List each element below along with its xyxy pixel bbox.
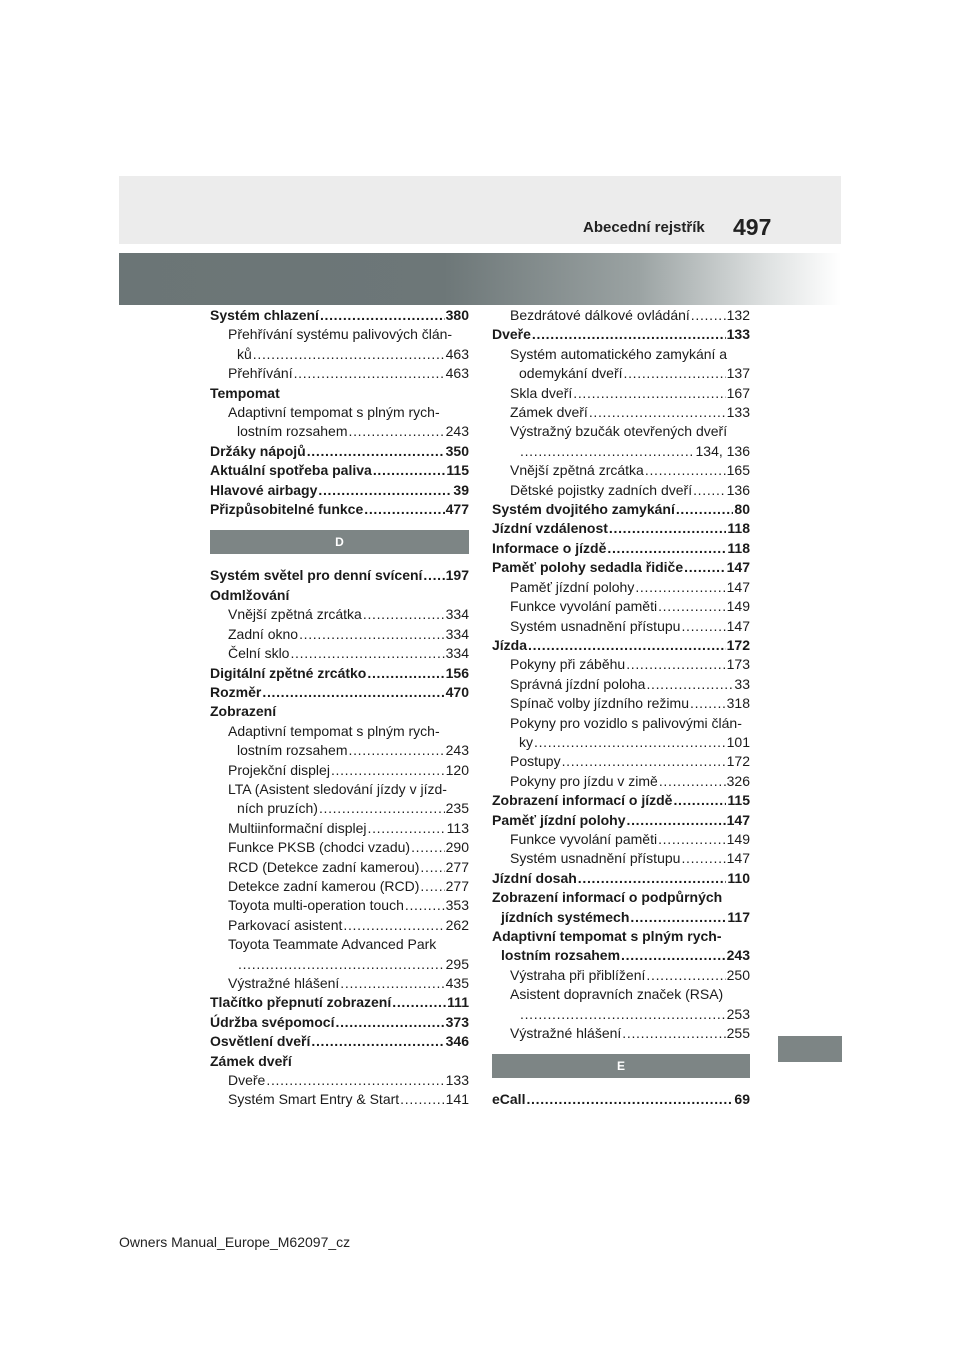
page-ref: 132 <box>726 307 750 323</box>
index-entry <box>492 519 750 538</box>
page-ref: 117 <box>727 908 750 925</box>
dot-leader <box>299 625 445 644</box>
page-ref: 147 <box>726 578 750 595</box>
index-term: Dětské pojistky zadních dveří <box>510 481 693 498</box>
index-term: Dveře <box>492 326 531 343</box>
dot-leader <box>392 993 446 1012</box>
index-entry <box>210 1071 469 1090</box>
index-term: lostním rozsahem <box>501 947 621 964</box>
dot-leader <box>253 345 445 364</box>
index-entry <box>210 566 469 585</box>
index-entry <box>210 422 469 441</box>
dot-leader <box>307 442 445 461</box>
page-ref: 172 <box>726 753 750 770</box>
index-entry: Adaptivní tempomat s plným rych- <box>492 928 722 944</box>
page-ref: 463 <box>445 365 469 382</box>
index-term: Funkce PKSB (chodci vzadu) <box>228 839 411 856</box>
index-entry <box>492 849 750 868</box>
index-entry <box>210 761 469 780</box>
dot-leader <box>562 752 726 771</box>
page-ref: 477 <box>445 501 469 518</box>
page-ref: 470 <box>445 683 469 700</box>
dot-leader <box>607 539 726 558</box>
index-entry <box>492 578 750 597</box>
index-entry <box>210 741 469 760</box>
index-term: Dveře <box>228 1072 266 1089</box>
dot-leader <box>405 896 445 915</box>
index-entry <box>492 384 750 403</box>
index-term: Aktuální spotřeba paliva <box>210 462 372 479</box>
index-entry <box>210 916 469 935</box>
page-ref: 167 <box>726 384 750 401</box>
index-entry: Tempomat <box>210 384 280 401</box>
page-ref: 113 <box>446 819 469 836</box>
dot-leader <box>373 461 446 480</box>
dot-leader <box>348 741 444 760</box>
index-entry <box>492 442 750 461</box>
index-term: Pokyny při záběhu <box>510 656 626 673</box>
index-entry <box>210 625 469 644</box>
index-term: Čelní sklo <box>228 645 290 662</box>
index-entry <box>492 1005 750 1024</box>
page-ref: 137 <box>726 365 750 382</box>
index-term: Informace o jízdě <box>492 539 607 556</box>
index-entry <box>210 664 469 683</box>
dot-leader <box>676 500 734 519</box>
index-entry <box>492 597 750 616</box>
dot-leader <box>266 1071 444 1090</box>
dot-leader <box>411 838 445 857</box>
page-ref: 115 <box>727 792 750 809</box>
dot-leader <box>318 481 452 500</box>
index-entry <box>492 558 750 577</box>
dot-leader <box>693 481 726 500</box>
index-entry <box>492 733 750 752</box>
dot-leader <box>658 597 726 616</box>
index-term: Tlačítko přepnutí zobrazení <box>210 994 392 1011</box>
index-entry: Zobrazení informací o podpůrných <box>492 889 723 906</box>
page-ref: 133 <box>445 1072 469 1089</box>
page-ref: 120 <box>445 761 469 778</box>
page-ref: 172 <box>726 636 750 653</box>
index-term: Vnější zpětná zrcátka <box>228 606 362 623</box>
dot-leader <box>673 791 726 810</box>
index-term: jízdních systémech <box>501 908 630 925</box>
page-ref: 147 <box>726 559 750 576</box>
dot-leader <box>684 558 726 577</box>
index-term: Funkce vyvolání paměti <box>510 830 658 847</box>
index-entry <box>492 908 750 927</box>
page-ref: 80 <box>734 501 750 518</box>
section-header-e: E <box>492 1054 750 1078</box>
index-entry: LTA (Asistent sledování jízdy v jízd- <box>228 780 447 797</box>
dot-leader <box>420 858 444 877</box>
index-term: Systém dvojitého zamykání <box>492 501 675 518</box>
index-term: Jízda <box>492 636 528 653</box>
index-entry <box>210 1013 469 1032</box>
page-ref: 110 <box>727 869 750 886</box>
index-term: Multiinformační displej <box>228 819 367 836</box>
index-entry <box>492 636 750 655</box>
dot-leader <box>331 761 445 780</box>
dot-leader <box>363 605 445 624</box>
page-ref: 334 <box>445 645 469 662</box>
index-entry <box>210 481 469 500</box>
page-ref: 318 <box>726 695 750 712</box>
index-term: Systém usnadnění přístupu <box>510 617 681 634</box>
dot-leader <box>364 500 444 519</box>
index-term: Paměť jízdní polohy <box>510 578 635 595</box>
index-entry <box>492 869 750 888</box>
index-column-right <box>492 306 750 1110</box>
page-ref: 165 <box>726 462 750 479</box>
index-term: Skla dveří <box>510 384 573 401</box>
dot-leader <box>690 694 726 713</box>
dot-leader <box>646 675 733 694</box>
index-term: Toyota multi-operation touch <box>228 897 404 914</box>
index-entry <box>210 442 469 461</box>
page-ref: 253 <box>726 1005 750 1022</box>
page-ref: 101 <box>726 733 750 750</box>
page-ref: 235 <box>445 800 469 817</box>
index-term: Vnější zpětná zrcátka <box>510 462 644 479</box>
index-entry <box>210 461 469 480</box>
index-term: Zobrazení informací o jízdě <box>492 792 673 809</box>
index-entry: Adaptivní tempomat s plným rych- <box>228 722 440 739</box>
page-number: 497 <box>733 214 772 240</box>
index-term: Držáky nápojů <box>210 442 306 459</box>
page-ref: 262 <box>445 916 469 933</box>
page-ref: 111 <box>447 994 469 1011</box>
page-ref: 147 <box>726 811 750 828</box>
index-entry <box>492 617 750 636</box>
index-entry <box>492 791 750 810</box>
index-entry <box>492 694 750 713</box>
index-entry: Systém automatického zamykání a <box>510 345 728 362</box>
index-term: ních pruzích) <box>237 800 318 817</box>
index-term: Přizpůsobitelné funkce <box>210 501 364 518</box>
page-ref: 277 <box>445 877 469 894</box>
index-entry <box>210 819 469 838</box>
dot-leader <box>681 617 725 636</box>
page-ref: 147 <box>726 617 750 634</box>
index-entry <box>492 1024 750 1043</box>
index-entry <box>210 1032 469 1051</box>
index-term: Výstražné hlášení <box>510 1025 622 1042</box>
index-term: lostním rozsahem <box>237 423 348 440</box>
dot-leader <box>573 384 725 403</box>
dot-leader <box>645 461 726 480</box>
page-ref: 149 <box>726 830 750 847</box>
index-entry: Zobrazení <box>210 703 277 720</box>
dot-leader <box>262 683 444 702</box>
index-entry <box>210 896 469 915</box>
page-ref: 435 <box>445 975 469 991</box>
page-ref: 463 <box>445 345 469 362</box>
dot-leader <box>294 364 445 383</box>
index-term: Rozměr <box>210 683 262 700</box>
index-entry <box>492 830 750 849</box>
index-entry <box>210 644 469 663</box>
dot-leader <box>609 519 726 538</box>
page-ref: 147 <box>726 850 750 867</box>
page-ref: 350 <box>445 442 469 459</box>
footer-manual-id: Owners Manual_Europe_M62097_cz <box>119 1234 351 1250</box>
dot-leader <box>532 325 726 344</box>
page-ref: 133 <box>726 326 750 343</box>
index-entry <box>492 325 750 344</box>
index-entry <box>210 974 469 993</box>
index-term: Postupy <box>510 753 561 770</box>
index-term: Paměť polohy sedadla řidiče <box>492 559 684 576</box>
index-term: Parkovací asistent <box>228 916 343 933</box>
dot-leader <box>340 974 444 993</box>
index-entry <box>492 966 750 985</box>
index-term: Jízdní dosah <box>492 869 577 886</box>
dot-leader <box>368 819 446 838</box>
page-ref: 149 <box>726 598 750 615</box>
dot-leader <box>681 849 725 868</box>
dot-leader <box>348 422 444 441</box>
index-entry <box>492 1090 750 1109</box>
index-entry <box>210 306 469 325</box>
page-ref: 334 <box>445 606 469 623</box>
index-term: Systém usnadnění přístupu <box>510 850 681 867</box>
dot-leader <box>520 1005 726 1024</box>
index-entry <box>210 838 469 857</box>
dot-leader <box>627 811 726 830</box>
index-entry <box>210 345 469 364</box>
page-ref: 250 <box>726 966 750 983</box>
index-term: eCall <box>492 1091 526 1108</box>
index-entry <box>210 858 469 877</box>
page-ref: 134, 136 <box>695 442 750 459</box>
dot-leader <box>578 869 727 888</box>
index-entry <box>492 403 750 422</box>
index-term: Jízdní vzdálenost <box>492 520 608 537</box>
page-ref: 115 <box>446 462 469 479</box>
section-header-d: D <box>210 530 469 554</box>
dot-leader <box>691 306 726 325</box>
index-term: Údržba svépomocí <box>210 1013 335 1030</box>
dot-leader <box>658 830 726 849</box>
index-entry <box>492 752 750 771</box>
index-term: Funkce vyvolání paměti <box>510 598 658 615</box>
index-entry <box>210 877 469 896</box>
page-ref: 255 <box>726 1025 750 1042</box>
index-term: Zámek dveří <box>510 404 588 421</box>
page-ref: 141 <box>445 1091 469 1108</box>
dot-leader <box>520 442 695 461</box>
index-term: Paměť jízdní polohy <box>492 811 626 828</box>
index-term: Bezdrátové dálkové ovládání <box>510 307 690 323</box>
index-term: lostním rozsahem <box>237 742 348 759</box>
dot-leader <box>626 655 725 674</box>
page-ref: 380 <box>445 307 469 323</box>
page-ref: 290 <box>445 839 469 856</box>
index-entry <box>210 605 469 624</box>
index-term: Přehřívání <box>228 365 293 382</box>
dot-leader <box>319 799 445 818</box>
index-entry <box>492 675 750 694</box>
page-ref: 156 <box>445 664 469 681</box>
index-term: Systém chlazení <box>210 307 319 323</box>
dot-leader <box>367 664 444 683</box>
chapter-tab <box>778 1036 842 1062</box>
dot-leader <box>646 966 725 985</box>
dot-leader <box>343 916 444 935</box>
dot-leader <box>528 636 726 655</box>
dot-leader <box>423 566 444 585</box>
header-gradient-bar <box>119 253 841 305</box>
page-ref: 326 <box>726 772 750 789</box>
index-term: Detekce zadní kamerou (RCD) <box>228 877 420 894</box>
index-entry <box>492 500 750 519</box>
dot-leader <box>621 946 726 965</box>
dot-leader <box>311 1032 444 1051</box>
index-term: Osvětlení dveří <box>210 1033 311 1050</box>
index-term: Výstraha při přiblížení <box>510 966 646 983</box>
index-term: Hlavové airbagy <box>210 481 318 498</box>
page-ref: 69 <box>734 1091 750 1108</box>
page-ref: 243 <box>726 947 750 964</box>
dot-leader <box>290 644 444 663</box>
page-ref: 277 <box>445 858 469 875</box>
index-entry <box>492 946 750 965</box>
dot-leader <box>335 1013 444 1032</box>
page-ref: 243 <box>445 423 469 440</box>
index-entry <box>492 539 750 558</box>
dot-leader <box>420 877 444 896</box>
index-entry: Výstražný bzučák otevřených dveří <box>510 423 728 440</box>
page-ref: 133 <box>726 404 750 421</box>
index-entry <box>210 993 469 1012</box>
section-title: Abecední rejstřík <box>583 219 705 236</box>
page-ref: 243 <box>445 742 469 759</box>
index-entry <box>210 364 469 383</box>
dot-leader <box>622 1024 725 1043</box>
page-ref: 353 <box>445 897 469 914</box>
index-term: ky <box>519 733 533 750</box>
index-term: Zadní okno <box>228 625 299 642</box>
index-entry: Odmlžování <box>210 586 290 603</box>
index-term: Správná jízdní poloha <box>510 675 646 692</box>
index-entry <box>210 799 469 818</box>
index-entry <box>492 655 750 674</box>
index-entry: Toyota Teammate Advanced Park <box>228 936 437 953</box>
index-entry <box>492 306 750 325</box>
dot-leader <box>526 1090 733 1109</box>
index-entry <box>492 811 750 830</box>
dot-leader <box>238 955 445 974</box>
index-entry: Asistent dopravních značek (RSA) <box>510 986 724 1003</box>
index-entry: Adaptivní tempomat s plným rych- <box>228 404 440 421</box>
page-ref: 39 <box>453 481 469 498</box>
dot-leader <box>624 364 726 383</box>
index-entry <box>492 481 750 500</box>
index-term: RCD (Detekce zadní kamerou) <box>228 858 420 875</box>
index-term: Výstražné hlášení <box>228 975 340 991</box>
dot-leader <box>320 306 445 325</box>
index-term: ků <box>237 345 252 362</box>
index-entry <box>492 364 750 383</box>
index-term: Projekční displej <box>228 761 330 778</box>
index-term: Digitální zpětné zrcátko <box>210 664 367 681</box>
index-entry: Přehřívání systému palivových člán- <box>228 326 453 343</box>
page-ref: 173 <box>726 656 750 673</box>
dot-leader <box>589 403 726 422</box>
dot-leader <box>635 578 725 597</box>
dot-leader <box>400 1090 444 1109</box>
index-term: Pokyny pro jízdu v zimě <box>510 772 658 789</box>
index-term: Systém světel pro denní svícení <box>210 567 423 584</box>
page-ref: 33 <box>734 675 750 692</box>
page-ref: 118 <box>727 539 750 556</box>
index-entry <box>492 772 750 791</box>
page-ref: 197 <box>445 567 469 584</box>
index-entry <box>210 1090 469 1109</box>
index-term: Spínač volby jízdního režimu <box>510 695 689 712</box>
page-ref: 373 <box>445 1013 469 1030</box>
dot-leader <box>534 733 726 752</box>
index-entry <box>210 683 469 702</box>
page-ref: 118 <box>727 520 750 537</box>
page-ref: 346 <box>445 1033 469 1050</box>
index-term: Systém Smart Entry & Start <box>228 1091 400 1108</box>
index-entry <box>210 955 469 974</box>
dot-leader <box>659 772 726 791</box>
index-entry: Pokyny pro vozidlo s palivovými člán- <box>510 714 742 731</box>
page-ref: 334 <box>445 625 469 642</box>
page-ref: 136 <box>726 481 750 498</box>
index-term: odemykání dveří <box>519 365 623 382</box>
index-column-left <box>210 306 469 1110</box>
index-entry <box>210 500 469 519</box>
dot-leader <box>630 908 726 927</box>
index-entry: Zámek dveří <box>210 1052 292 1069</box>
index-entry <box>492 461 750 480</box>
page-ref: 295 <box>445 955 469 972</box>
